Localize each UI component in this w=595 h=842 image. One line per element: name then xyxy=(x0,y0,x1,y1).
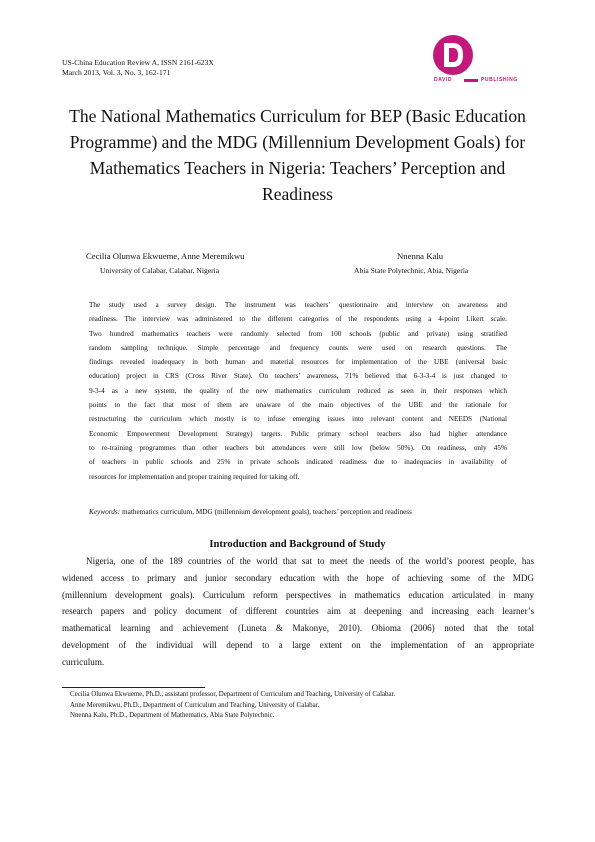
publisher-logo xyxy=(432,30,536,86)
footnotes xyxy=(70,690,395,722)
abstract-line: resources for implementation and proper training required for taking off. xyxy=(89,472,300,481)
abstract-line: findings revealed inadequacy in both human and material resources for implementation of the UBE (universal basic xyxy=(89,358,507,367)
body-line: development of the individual will depend to a large extent on the implementation of an appropriate xyxy=(62,639,534,650)
abstract-line: education) project in CRS (Cross River State). On teachers’ awareness, 71% believed that 6-3-3-4 is just changed to xyxy=(89,372,507,381)
journal-name-issn: US-China Education Review A, ISSN 2161-623X xyxy=(62,58,214,67)
journal-issue-date: March 2013, Vol. 3, No. 3, 162-171 xyxy=(62,67,171,77)
keywords-text: mathematics curriculum, MDG (millennium development goals), teachers’ perception and readiness xyxy=(121,508,412,516)
body-line: (millennium development goals). Curriculum reform perspectives in mathematics education articulated in many xyxy=(62,589,534,600)
body-line: curriculum. xyxy=(62,656,105,667)
keywords xyxy=(89,508,412,516)
keywords-label: Keywords: xyxy=(89,508,121,516)
footnote: Cecilia Olunwa Ekwueme, Ph.D., assistant professor, Department of Curriculum and Teaching, University of Calabar. xyxy=(70,691,396,698)
publisher-name-left: DAVID xyxy=(434,77,453,83)
abstract-line: readiness. The interview was administered to the different categories of the respondents using a 4-point Likert scale. xyxy=(89,315,507,324)
abstract-line: of teachers in public schools and 25% in private schools indicated readiness due to inadequacies in availability of xyxy=(89,458,507,467)
abstract-line: Two hundred mathematics teachers were randomly selected from 100 schools (public and private) using stratified xyxy=(89,329,507,338)
affiliation-right: Abia State Polytechnic, Abia, Nigeria xyxy=(354,266,469,275)
affiliation-left: University of Calabar, Calabar, Nigeria xyxy=(100,266,220,275)
abstract-line: random sampling technique. Simple percentage and frequency counts were used on research questions. The xyxy=(89,343,507,352)
abstract-line: to re-training programmes than other teachers but attendances were still low (below 50%). On readiness, only 45% xyxy=(89,443,507,452)
footnote-divider xyxy=(62,687,205,688)
footnote: Nnenna Kalu, Ph.D., Department of Mathematics, Abia State Polytechnic. xyxy=(70,712,275,719)
publisher-name-right: PUBLISHING xyxy=(481,77,518,83)
paper-title xyxy=(40,103,555,207)
title-line: Readiness xyxy=(262,184,333,204)
author-names-right: Nnenna Kalu xyxy=(397,251,444,261)
abstract-line: The study used a survey design. The instrument was teachers’ questionnaire and interview on awareness and xyxy=(89,301,507,309)
abstract xyxy=(89,298,507,484)
abstract-line: 9-3-4 as a new system, the quality of the new mathematics curriculum reduced as seen in their responses which xyxy=(89,386,507,395)
title-line: Mathematics Teachers in Nigeria: Teachers’ Perception and xyxy=(89,158,506,178)
author-names-left: Cecilia Olunwa Ekwueme, Anne Meremikwu xyxy=(86,251,245,261)
title-line: Programme) and the MDG (Millennium Development Goals) for xyxy=(69,132,526,152)
section-heading: Introduction and Background of Study xyxy=(209,539,386,550)
body-line: Nigeria, one of the 189 countries of the world that sat to meet the needs of the world’s poorest people, has xyxy=(86,556,534,566)
body-line: widened access to primary and junior secondary education with the hope of achieving some of the MDG xyxy=(62,572,534,583)
abstract-line: points to the fact that most of them are unaware of the main objectives of the UBE and the rationale for xyxy=(89,401,507,410)
title-line: The National Mathematics Curriculum for BEP (Basic Education xyxy=(69,106,526,126)
body-line: research papers and policy document of different countries aim at deepening and increasing each learner’s xyxy=(62,606,534,617)
body-line: mathematical learning and achievement (Luneta & Makonye, 2010). Obioma (2006) noted that the total xyxy=(62,623,534,634)
abstract-line: restructuring the curriculum which mostly is to infuse emerging issues into relevant content and NEEDS (National xyxy=(89,415,507,424)
intro-paragraph xyxy=(62,553,534,671)
journal-info xyxy=(62,58,214,77)
abstract-line: Economic Empowerment Development Strategy) targets. Public primary school teachers also had higher attendance xyxy=(89,429,507,438)
footnote: Anne Meremikwu, Ph.D., Department of Curriculum and Teaching, University of Calabar. xyxy=(70,701,320,709)
